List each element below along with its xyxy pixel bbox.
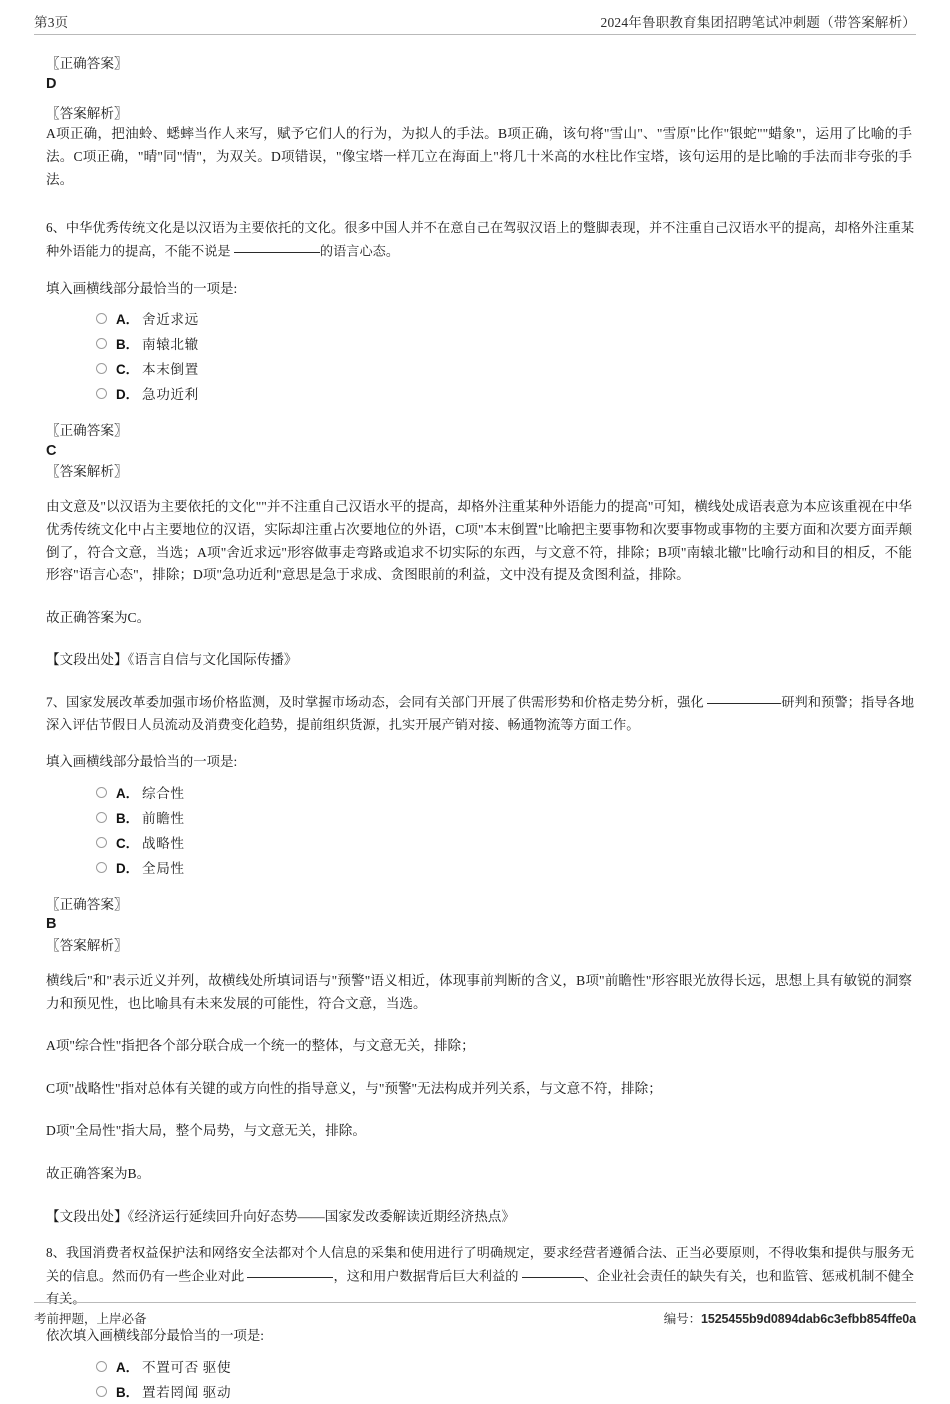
question-8-prompt: 依次填入画横线部分最恰当的一项是:: [46, 1328, 264, 1344]
question-6-stem-part2: 的语言心态。: [319, 243, 400, 259]
question-7-stem-part2: 研判和预警；指导各地深入评估节假日人员流动及消费变化趋势，提前组织货源，扎实开展产销对接、畅通物流等方面工作。: [46, 694, 915, 732]
answer-analysis-text-q7-part1: 横线后"和"表示近义并列，故横线处所填词语与"预警"语义相近，体现事前判断的含义，B项"前瞻性"形容眼光放得长远，思想上具有敏锐的洞察力和预见性，也比喻具有未来发展的可能性，符合文意，当选。: [46, 973, 912, 1011]
option-text: 舍近求远: [142, 312, 199, 328]
question-7-stem-part1: 国家发展改革委加强市场价格监测，及时掌握市场动态，会同有关部门开展了供需形势和价格走势分析，强化: [65, 694, 708, 710]
question-8-stem-part2: ，这和用户数据背后巨大利益的: [333, 1268, 522, 1284]
correct-answer-value-q5: D: [46, 75, 57, 92]
radio-icon[interactable]: [96, 787, 107, 798]
option-text: 不置可否 驱使: [142, 1360, 232, 1376]
option-letter: B．: [116, 336, 140, 352]
footer-id-label: 编号：: [663, 1312, 701, 1326]
radio-icon[interactable]: [96, 812, 107, 823]
option-text: 综合性: [142, 786, 185, 802]
question-6-options: [34, 299, 916, 406]
answer-analysis-text-q7-part2: A项"综合性"指把各个部分联合成一个统一的整体，与文意无关，排除；: [46, 1038, 475, 1054]
passage-source-title: 《语言自信与文化国际传播》: [127, 652, 298, 668]
radio-icon[interactable]: [96, 388, 107, 399]
passage-source-tag: 【文段出处】: [46, 652, 128, 668]
option-text: 本末倒置: [142, 362, 199, 378]
answer-analysis-text-q7-part4: D项"全局性"指大局，整个局势，与文意无关，排除。: [46, 1123, 366, 1139]
passage-source-tag: 【文段出处】: [46, 1208, 128, 1224]
option-letter: D．: [116, 860, 140, 876]
question-7-prompt: 填入画横线部分最恰当的一项是:: [46, 754, 238, 770]
option-text: 全局性: [142, 861, 185, 877]
document-title: 2024年鲁职教育集团招聘笔试冲刺题（带答案解析）: [600, 15, 916, 30]
option-text: 前瞻性: [142, 811, 185, 827]
page-number-label: 第3页: [34, 15, 69, 30]
option-text: 南辕北辙: [142, 337, 199, 353]
option-row[interactable]: [96, 855, 916, 880]
question-6-number: 6、: [46, 220, 66, 236]
question-8-blank-1: [247, 1265, 333, 1279]
passage-source-q7: [34, 1206, 916, 1228]
question-7-blank: [707, 691, 781, 705]
radio-icon[interactable]: [96, 338, 107, 349]
question-6-stem: [34, 217, 916, 262]
answer-analysis-label-q7: 〖答案解析〗: [46, 937, 128, 953]
footer-slogan: 考前押题，上岸必备: [34, 1312, 147, 1326]
option-letter: B．: [116, 810, 140, 826]
page-header: [34, 0, 916, 35]
radio-icon[interactable]: [96, 862, 107, 873]
option-letter: A．: [116, 785, 140, 801]
question-6-blank: [234, 240, 320, 254]
question-8-stem-part3: 、企业社会责任的缺失有关，也和监管、惩戒机制不健全有关。: [46, 1268, 914, 1306]
option-letter: A．: [116, 311, 140, 327]
option-letter: C．: [116, 361, 140, 377]
radio-icon[interactable]: [96, 363, 107, 374]
answer-analysis-label-q6: 〖答案解析〗: [46, 463, 128, 479]
answer-conclusion-q6: 故正确答案为C。: [46, 609, 151, 625]
option-letter: D．: [116, 386, 140, 402]
passage-source-title: 《经济运行延续回升向好态势——国家发改委解读近期经济热点》: [127, 1208, 515, 1224]
passage-source-q6: [34, 649, 916, 671]
question-7-number: 7、: [46, 694, 66, 710]
question-8-number: 8、: [46, 1245, 66, 1261]
question-7-options: [34, 773, 916, 880]
radio-icon[interactable]: [96, 1361, 107, 1372]
question-7-stem: [34, 691, 916, 736]
option-row[interactable]: [96, 1354, 916, 1379]
option-text: 置若罔闻 驱动: [142, 1385, 232, 1401]
answer-conclusion-q7: 故正确答案为B。: [46, 1166, 151, 1182]
option-row[interactable]: [96, 306, 916, 331]
footer-id-value: 1525455b9d0894dab6c3efbb854ffe0a: [701, 1312, 916, 1326]
answer-analysis-text-q5: A项正确，把油蛉、蟋蟀当作人来写，赋予它们人的行为，为拟人的手法。B项正确，该句将"雪山"、"雪原"比作"银蛇""蜡象"，运用了比喻的手法。C项正确，"晴"同"情"，为双关。D项错误，"像宝塔一样兀立在海面上"将几十米高的水柱比作宝塔，该句运用的是比喻的手法而非夸张的手法。: [46, 126, 912, 187]
correct-answer-label-q5: 〖正确答案〗: [46, 56, 128, 71]
page-footer: [34, 1302, 916, 1327]
option-letter: C．: [116, 835, 140, 851]
option-text: 急功近利: [142, 387, 199, 403]
option-row[interactable]: [96, 805, 916, 830]
question-8-stem-part1: 我国消费者权益保护法和网络安全法都对个人信息的采集和使用进行了明确规定，要求经营者遵循合法、正当必要原则，不得收集和提供与服务无关的信息。然而仍有一些企业对此: [46, 1245, 915, 1284]
answer-analysis-text-q7-part3: C项"战略性"指对总体有关键的或方向性的指导意义，与"预警"无法构成并列关系，与文意不符，排除；: [46, 1080, 662, 1096]
answer-analysis-text-q6: 由文意及"以汉语为主要依托的文化""并不注重自己汉语水平的提高，却格外注重某种外语能力的提高"可知，横线处成语表意为本应该重视在中华优秀传统文化中占主要地位的汉语，实际却注重占次要地位的外语，C项"本末倒置"比喻把主要事物和次要事物或事物的主要方面和次要方面弄颠倒了，符合文意，当选；A项"舍近求远"形容做事走弯路或追求不切实际的东西，与文意不符，排除；B项"南辕北辙"比喻行动和目的相反，不能形容"语言心态"，排除；D项"急功近利"意思是急于求成、贪图眼前的利益，文中没有提及贪图利益，排除。: [46, 499, 912, 583]
option-letter: B．: [116, 1384, 140, 1400]
option-row[interactable]: [96, 381, 916, 406]
option-row[interactable]: [96, 1379, 916, 1404]
option-row[interactable]: [96, 356, 916, 381]
option-letter: A．: [116, 1359, 140, 1375]
option-text: 战略性: [142, 836, 185, 852]
footer-document-id: [664, 1309, 916, 1327]
page-content: [34, 35, 916, 1404]
question-6-stem-part1: 中华优秀传统文化是以汉语为主要依托的文化。很多中国人并不在意自己在驾驭汉语上的蹩脚表现，并不注重自己汉语水平的提高，却格外注重某种外语能力的提高，不能不说是: [46, 220, 915, 259]
radio-icon[interactable]: [96, 1386, 107, 1397]
option-row[interactable]: [96, 780, 916, 805]
correct-answer-value-q7: B: [46, 916, 57, 933]
option-row[interactable]: [96, 331, 916, 356]
question-6-prompt: 填入画横线部分最恰当的一项是:: [46, 280, 238, 296]
question-8-stem: [34, 1242, 916, 1310]
question-8-options: [34, 1347, 916, 1404]
radio-icon[interactable]: [96, 837, 107, 848]
answer-analysis-label-q5: 〖答案解析〗: [46, 105, 128, 121]
question-8-blank-2: [522, 1265, 584, 1279]
correct-answer-label-q7: 〖正确答案〗: [46, 896, 128, 912]
radio-icon[interactable]: [96, 313, 107, 324]
correct-answer-value-q6: C: [46, 442, 57, 459]
correct-answer-label-q6: 〖正确答案〗: [46, 422, 128, 438]
option-row[interactable]: [96, 830, 916, 855]
